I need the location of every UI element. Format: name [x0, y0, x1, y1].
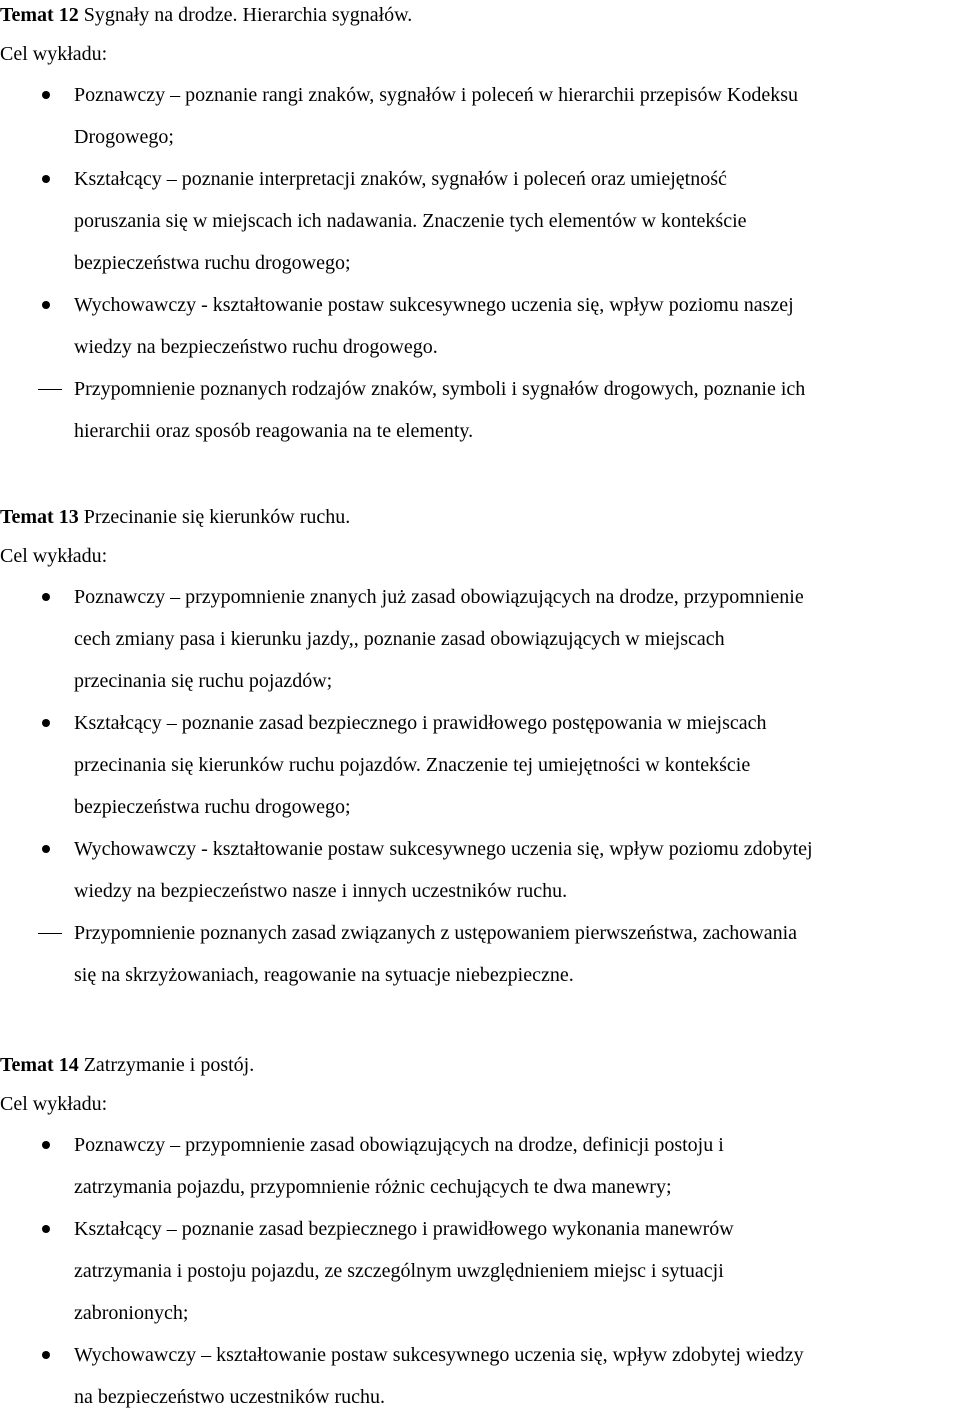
goal-item-line: hierarchii oraz sposób reagowania na te elementy. [74, 420, 474, 442]
goal-list [0, 74, 960, 452]
goal-item-line: przecinania się kierunków ruchu pojazdów. Znaczenie tej umiejętności w kontekście [74, 754, 751, 776]
goal-label: Cel wykładu: [0, 1093, 108, 1115]
goal-item [0, 74, 960, 158]
goal-item-line: poruszania się w miejscach ich nadawania. Znaczenie tych elementów w kontekście [74, 210, 747, 232]
goal-item-line: Wychowawczy - kształtowanie postaw sukcesywnego uczenia się, wpływ poziomu zdobytej [74, 838, 813, 860]
section-title [0, 1046, 960, 1084]
bullet-icon [38, 702, 62, 744]
goal-item [0, 702, 960, 828]
goal-list [0, 576, 960, 996]
goal-item [0, 1208, 960, 1334]
section-temat-14 [0, 1046, 960, 1418]
bullet-icon [38, 158, 62, 200]
goal-item [0, 284, 960, 368]
goal-item-line: Kształcący – poznanie zasad bezpiecznego i prawidłowego wykonania manewrów [74, 1218, 734, 1240]
goal-list [0, 1124, 960, 1418]
goal-item-line: zatrzymania i postoju pojazdu, ze szczególnym uwzględnieniem miejsc i sytuacji [74, 1260, 724, 1282]
bullet-icon [38, 74, 62, 116]
goal-label: Cel wykładu: [0, 43, 108, 65]
section-temat-12 [0, 0, 960, 452]
goal-item-line: się na skrzyżowaniach, reagowanie na sytuacje niebezpieczne. [74, 964, 574, 986]
goal-item-line: Poznawczy – przypomnienie zasad obowiązujących na drodze, definicji postoju i [74, 1134, 724, 1156]
goal-item-line: bezpieczeństwa ruchu drogowego; [74, 252, 351, 274]
section-title-number: Temat 14 [0, 1054, 79, 1076]
goal-item-line: Wychowawczy - kształtowanie postaw sukcesywnego uczenia się, wpływ poziomu naszej [74, 294, 794, 316]
section-title-text: Przecinanie się kierunków ruchu. [78, 506, 351, 528]
goal-item [0, 828, 960, 912]
bullet-icon [38, 576, 62, 618]
goal-item-line: Przypomnienie poznanych zasad związanych z ustępowaniem pierwszeństwa, zachowania [74, 922, 798, 944]
goal-item-line: wiedzy na bezpieczeństwo nasze i innych uczestników ruchu. [74, 880, 568, 902]
section-title-text: Zatrzymanie i postój. [78, 1054, 255, 1076]
section-title-number: Temat 12 [0, 4, 79, 26]
goal-item [0, 1334, 960, 1418]
section-title-number: Temat 13 [0, 506, 79, 528]
goal-item-line: zatrzymania pojazdu, przypomnienie różnic cechujących te dwa manewry; [74, 1176, 672, 1198]
goal-item-line: Kształcący – poznanie zasad bezpiecznego i prawidłowego postępowania w miejscach [74, 712, 767, 734]
bullet-icon [38, 828, 62, 870]
goal-item-line: Drogowego; [74, 126, 174, 148]
bullet-icon [38, 284, 62, 326]
dash-icon [38, 912, 62, 954]
goal-item-line: wiedzy na bezpieczeństwo ruchu drogowego. [74, 336, 438, 358]
goal-item-line: Wychowawczy – kształtowanie postaw sukcesywnego uczenia się, wpływ zdobytej wiedzy [74, 1344, 804, 1366]
section-temat-13 [0, 498, 960, 996]
goal-item [0, 912, 960, 996]
goal-item-line: bezpieczeństwa ruchu drogowego; [74, 796, 351, 818]
goal-item-line: cech zmiany pasa i kierunku jazdy,, poznanie zasad obowiązujących w miejscach [74, 628, 725, 650]
goal-item [0, 158, 960, 284]
goal-item-line: Kształcący – poznanie interpretacji znaków, sygnałów i poleceń oraz umiejętność [74, 168, 727, 190]
bullet-icon [38, 1208, 62, 1250]
goal-item-line: Poznawczy – poznanie rangi znaków, sygnałów i poleceń w hierarchii przepisów Kodeksu [74, 84, 799, 106]
bullet-icon [38, 1334, 62, 1376]
goal-label: Cel wykładu: [0, 545, 108, 567]
goal-item-line: przecinania się ruchu pojazdów; [74, 670, 333, 692]
section-title [0, 0, 960, 34]
goal-item [0, 368, 960, 452]
goal-item-line: Poznawczy – przypomnienie znanych już zasad obowiązujących na drodze, przypomnienie [74, 586, 804, 608]
section-title-text: Sygnały na drodze. Hierarchia sygnałów. [78, 4, 413, 26]
goal-item [0, 576, 960, 702]
dash-icon [38, 368, 62, 410]
goal-item-line: zabronionych; [74, 1302, 189, 1324]
bullet-icon [38, 1124, 62, 1166]
goal-item-line: Przypomnienie poznanych rodzajów znaków, symboli i sygnałów drogowych, poznanie ich [74, 378, 806, 400]
goal-item [0, 1124, 960, 1208]
goal-item-line: na bezpieczeństwo uczestników ruchu. [74, 1386, 385, 1408]
section-title [0, 498, 960, 536]
